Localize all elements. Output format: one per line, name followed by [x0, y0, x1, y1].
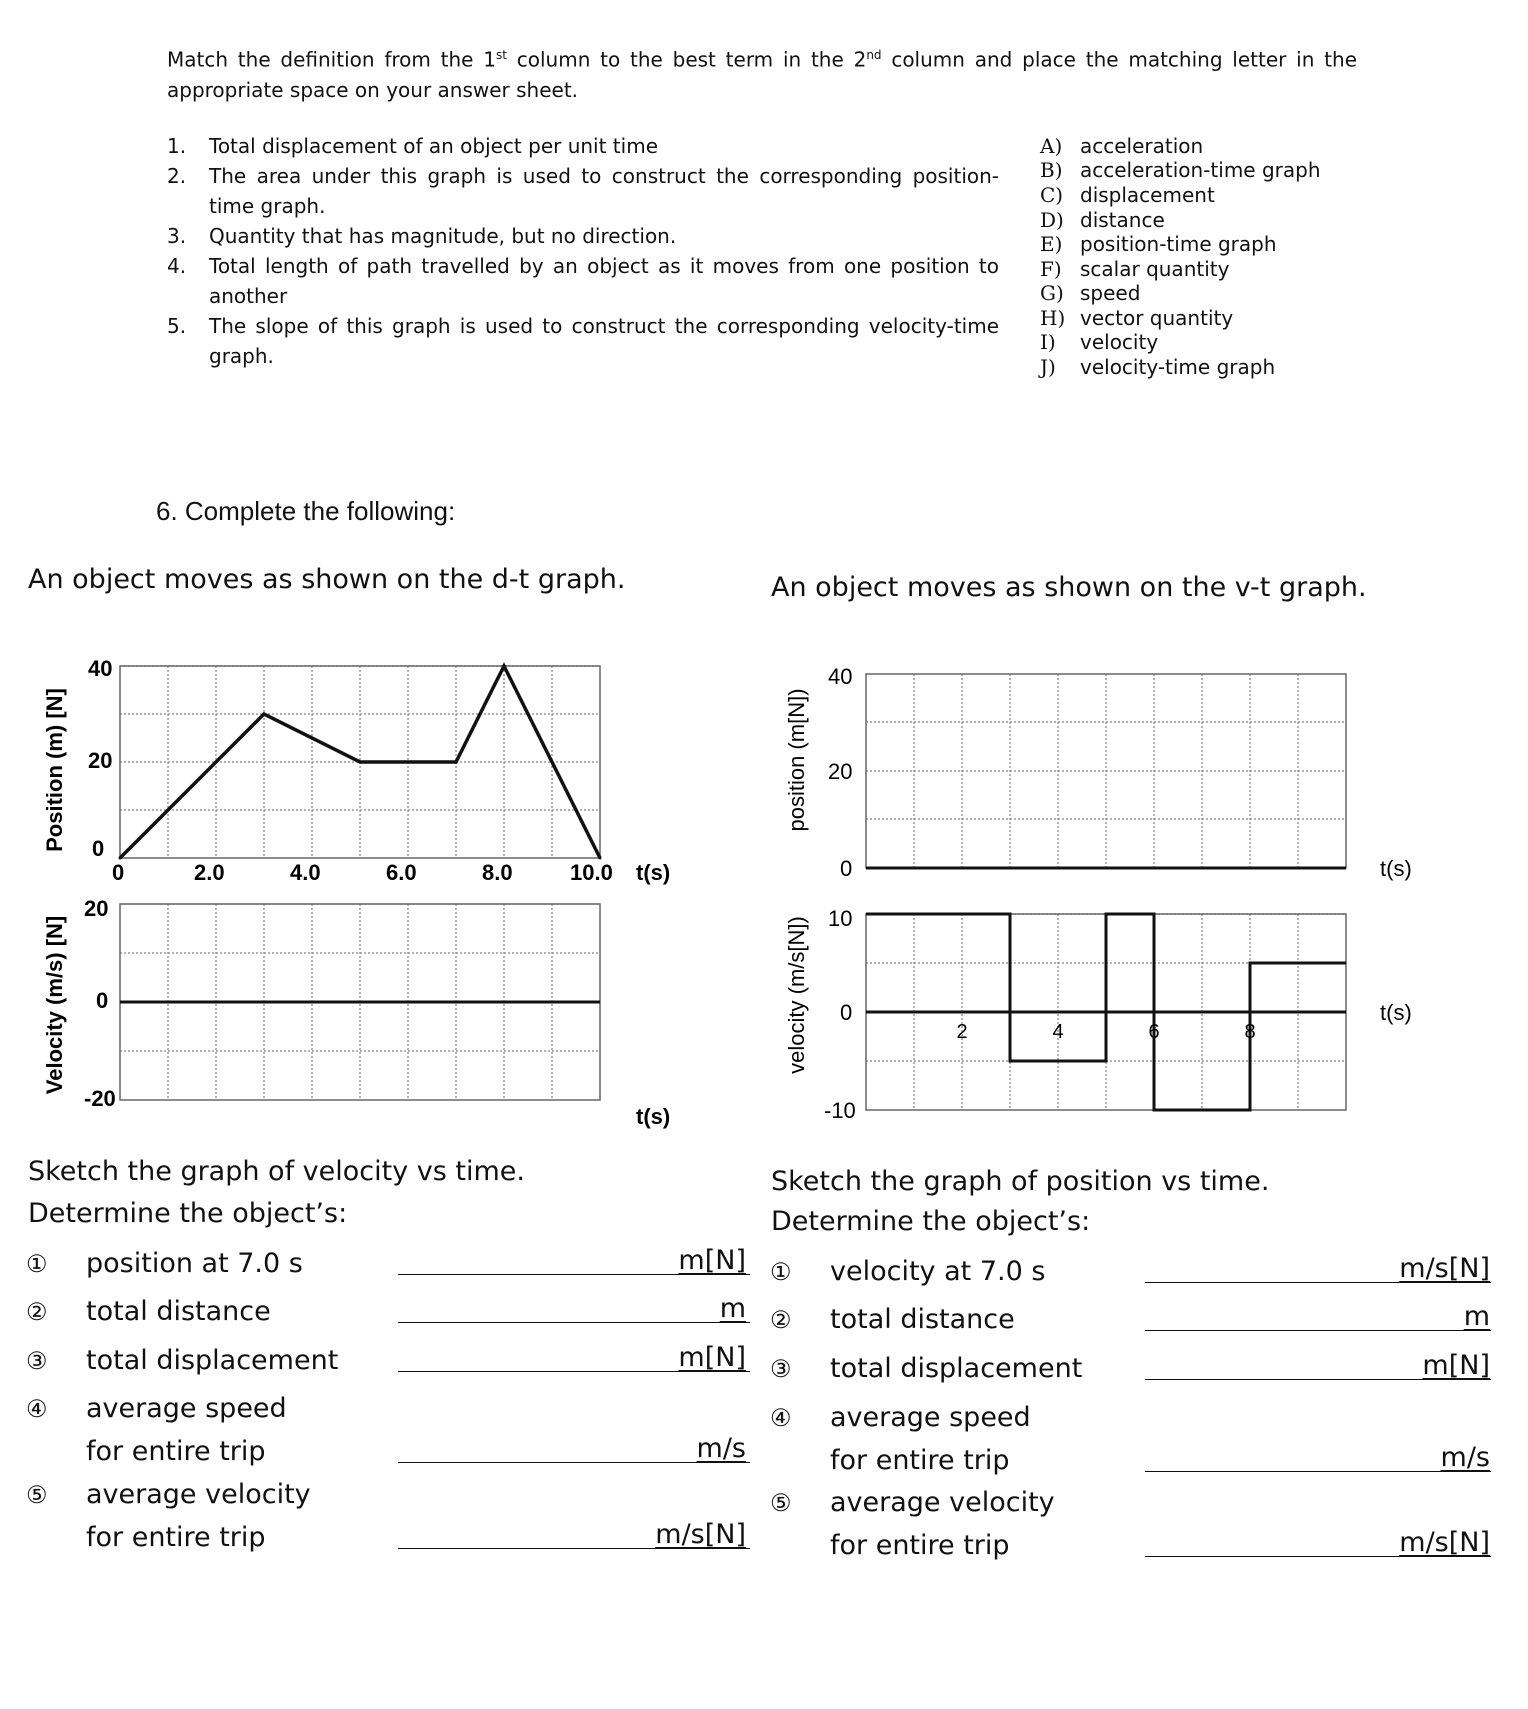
dt-x-label: t(s) — [636, 860, 671, 885]
left-item-2-label: total distance — [86, 1296, 271, 1327]
right-item-2: ② — [770, 1306, 792, 1334]
question-text: The area under this graph is used to construct the corresponding position-time graph. — [209, 164, 999, 218]
option-d: D) distance — [1040, 208, 1165, 232]
left-caption: An object moves as shown on the d-t graph. — [28, 564, 626, 595]
right-unit-2: m — [1463, 1301, 1490, 1332]
left-item-3: ③ — [26, 1347, 48, 1375]
left-unit-5: m/s[N] — [655, 1519, 746, 1550]
vt2-xtick-2: 2 — [956, 1021, 968, 1043]
left-unit-3: m[N] — [678, 1342, 746, 1373]
question-text: Quantity that has magnitude, but no direction. — [209, 224, 677, 248]
dt-xtick-0: 0 — [112, 860, 125, 885]
dt-point-1 — [263, 713, 266, 716]
pt-ytick-0: 0 — [840, 856, 853, 881]
option-f: F) scalar quantity — [1040, 257, 1230, 281]
dt-y-label: Position (m) [N] — [42, 688, 67, 852]
option-c: C) displacement — [1040, 183, 1215, 207]
right-unit-5: m/s[N] — [1399, 1527, 1490, 1558]
left-item-4-label: average speed — [86, 1393, 287, 1424]
left-unit-2: m — [719, 1293, 746, 1324]
vt2-x-label: t(s) — [1380, 1000, 1412, 1025]
option-h: H) vector quantity — [1040, 306, 1234, 330]
dt-xtick-2: 2.0 — [194, 860, 225, 885]
right-item-4-label: average speed — [830, 1402, 1031, 1433]
right-unit-3: m[N] — [1422, 1350, 1490, 1381]
option-g: G) speed — [1040, 281, 1141, 305]
dt-point-2 — [359, 761, 362, 764]
instructions: Match the definition from the 1st column to the best term in the 2nd column and place the matching letter in the appropriate space on your answer sheet. — [167, 47, 1357, 102]
left-sketch-instruction: Sketch the graph of velocity vs time. — [28, 1156, 525, 1187]
question-number: 3. — [167, 224, 187, 248]
option-i: I) velocity — [1040, 330, 1159, 354]
right-item-1-label: velocity at 7.0 s — [830, 1256, 1046, 1287]
right-answer-2[interactable] — [1145, 1329, 1491, 1331]
dt-xtick-4: 4.0 — [290, 860, 321, 885]
right-item-2-label: total distance — [830, 1304, 1015, 1335]
right-caption: An object moves as shown on the v-t graph. — [771, 572, 1367, 603]
right-item-1: ① — [770, 1258, 792, 1286]
vt2-ytick-10: 10 — [828, 906, 853, 931]
left-item-1: ① — [26, 1250, 48, 1278]
question-number: 2. — [167, 164, 187, 188]
question-number: 5. — [167, 314, 187, 338]
left-answer-2[interactable] — [398, 1321, 750, 1323]
left-item-5: ⑤ — [26, 1481, 48, 1509]
dt-ytick-40: 40 — [88, 656, 113, 681]
left-item-2: ② — [26, 1298, 48, 1326]
right-item-3: ③ — [770, 1355, 792, 1383]
vt2-xtick-6: 6 — [1148, 1021, 1160, 1043]
left-item-5-label2: for entire trip — [86, 1522, 266, 1553]
dt-point-4 — [503, 665, 506, 668]
option-b: B) acceleration-time graph — [1040, 158, 1321, 182]
right-item-5: ⑤ — [770, 1489, 792, 1517]
left-item-4-label2: for entire trip — [86, 1436, 266, 1467]
question-text: The slope of this graph is used to construct the corresponding velocity-time graph. — [209, 314, 999, 368]
vt-y-label: Velocity (m/s) [N] — [42, 915, 67, 1095]
vt2-y-label: velocity (m/s[N]) — [784, 916, 809, 1074]
vt2-xtick-4: 4 — [1052, 1021, 1064, 1043]
right-item-3-label: total displacement — [830, 1353, 1083, 1384]
right-item-5-label: average velocity — [830, 1487, 1055, 1518]
right-sketch-instruction: Sketch the graph of position vs time. — [771, 1166, 1270, 1197]
left-graphs — [0, 640, 720, 1140]
pt-x-label: t(s) — [1380, 856, 1412, 881]
right-answer-4[interactable] — [1145, 1470, 1491, 1472]
vt-x-label: t(s) — [636, 1104, 671, 1129]
dt-point-3 — [455, 761, 458, 764]
question-number: 1. — [167, 134, 187, 158]
vt-ytick-20: 20 — [84, 896, 109, 921]
right-determine: Determine the object’s: — [771, 1206, 1091, 1237]
right-item-5-label2: for entire trip — [830, 1530, 1010, 1561]
vt2-xtick-8: 8 — [1244, 1021, 1256, 1043]
pt-grid — [866, 674, 1346, 868]
right-item-4-label2: for entire trip — [830, 1445, 1010, 1476]
left-item-1-label: position at 7.0 s — [86, 1248, 303, 1279]
dt-xtick-6: 6.0 — [386, 860, 417, 885]
question-6-heading: 6. Complete the following: — [156, 496, 456, 526]
dt-xtick-8: 8.0 — [482, 860, 513, 885]
right-graphs — [760, 650, 1480, 1130]
option-j: J) velocity-time graph — [1040, 355, 1276, 379]
pt-ytick-20: 20 — [828, 759, 853, 784]
left-item-5-label: average velocity — [86, 1479, 311, 1510]
vt-ytick-0: 0 — [96, 988, 109, 1013]
pt-y-label: position (m[N]) — [784, 688, 809, 832]
dt-ytick-0: 0 — [92, 836, 105, 861]
question-text: Total displacement of an object per unit time — [209, 134, 658, 158]
right-item-4: ④ — [770, 1404, 792, 1432]
left-determine: Determine the object’s: — [28, 1198, 348, 1229]
left-item-4: ④ — [26, 1395, 48, 1423]
right-unit-4: m/s — [1440, 1442, 1490, 1473]
question-text: Total length of path travelled by an object as it moves from one position to another — [209, 254, 999, 308]
vt2-ytick-neg10: -10 — [824, 1098, 856, 1123]
dt-ytick-20: 20 — [88, 748, 113, 773]
pt-ytick-40: 40 — [828, 664, 853, 689]
vt-ytick-neg20: -20 — [84, 1086, 116, 1111]
left-item-3-label: total displacement — [86, 1345, 339, 1376]
vt2-ytick-0: 0 — [840, 1000, 853, 1025]
dt-xtick-10: 10.0 — [570, 860, 613, 885]
question-number: 4. — [167, 254, 187, 278]
left-unit-4: m/s — [696, 1433, 746, 1464]
right-unit-1: m/s[N] — [1399, 1253, 1490, 1284]
option-e: E) position-time graph — [1040, 232, 1277, 256]
option-a: A) acceleration — [1040, 134, 1204, 158]
left-unit-1: m[N] — [678, 1245, 746, 1276]
